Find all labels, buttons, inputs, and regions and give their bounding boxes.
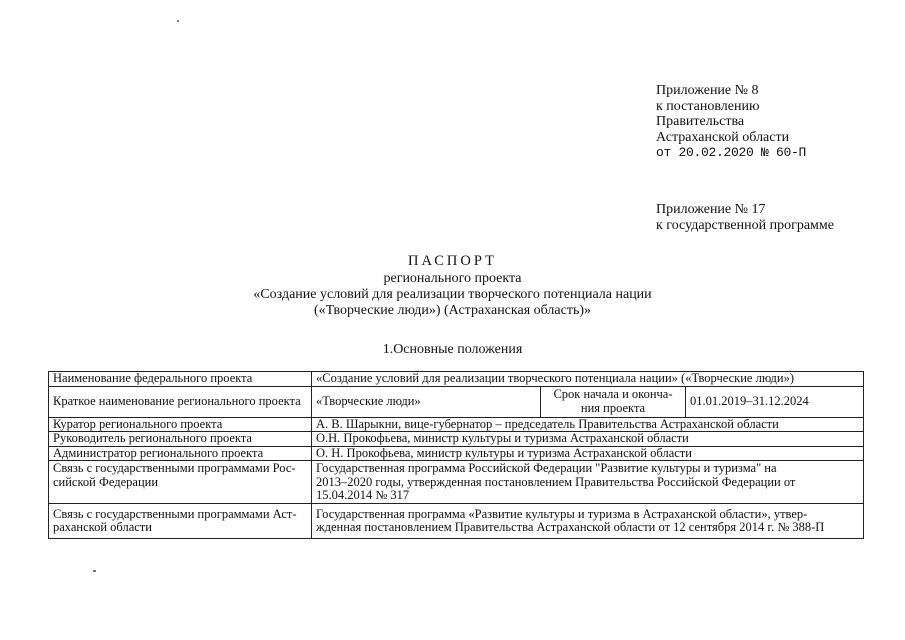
scan-speck bbox=[93, 570, 96, 572]
row-value: «Творческие люди» bbox=[312, 386, 541, 417]
appendix-main-line: к постановлению bbox=[656, 98, 760, 114]
row-value: А. В. Шарыкни, вице-губернатор – председатель Правительства Астраханской области bbox=[312, 417, 864, 432]
decree-date-number: от 20.02.2020 № 60-П bbox=[656, 145, 807, 160]
document-subtitle bbox=[0, 271, 905, 319]
appendix-main-line: Приложение № 8 bbox=[656, 83, 759, 98]
row-label: Руководитель регионального проекта bbox=[49, 432, 312, 447]
row-value-line: Государственная программа Российской Федерации "Развитие культуры и туризма" на bbox=[316, 461, 777, 475]
section-heading: 1.Основные положения bbox=[382, 342, 523, 357]
table-row bbox=[49, 504, 864, 539]
row-value: О. Н. Прокофьева, министр культуры и туризма Астраханской области bbox=[312, 446, 864, 461]
subtitle-line: «Создание условий для реализации творческого потенциала нации bbox=[253, 287, 652, 302]
row-value bbox=[312, 504, 864, 539]
table-row bbox=[49, 461, 864, 504]
scan-speck bbox=[177, 20, 179, 22]
appendix-main-line: Правительства bbox=[656, 114, 745, 129]
row-label: Куратор регионального проекта bbox=[49, 417, 312, 432]
appendix-program-line: Приложение № 17 bbox=[656, 202, 766, 217]
project-period-label-line: Срок начала и оконча- bbox=[553, 387, 673, 401]
project-period-label bbox=[541, 386, 686, 417]
table-row bbox=[49, 417, 864, 432]
row-value-line: Государственная программа «Развитие культуры и туризма в Астраханской области», утвер- bbox=[316, 506, 808, 521]
subtitle-line: («Творческие люди») (Астраханская область)» bbox=[314, 303, 591, 318]
row-value-line: 2013–2020 годы, утвержденная постановлением Правительства Российской Федерации от bbox=[316, 474, 796, 489]
row-value-line: 15.04.2014 № 317 bbox=[316, 488, 410, 502]
appendix-main-block bbox=[656, 83, 806, 161]
document-heading: ПАСПОРТ bbox=[408, 253, 497, 269]
appendix-main-line: Астраханской области bbox=[656, 129, 790, 145]
row-value-line: жденная постановлением Правительства Астраханской области от 12 сентября 2014 г. № 388-П bbox=[316, 520, 825, 534]
table-row bbox=[49, 432, 864, 447]
table-row bbox=[49, 372, 864, 387]
row-value: О.Н. Прокофьева, министр культуры и туризма Астраханской области bbox=[312, 432, 864, 447]
row-label: Администратор регионального проекта bbox=[49, 446, 312, 461]
project-period-label-line: ния проекта bbox=[580, 400, 646, 415]
table-row bbox=[49, 386, 864, 417]
project-period-value: 01.01.2019–31.12.2024 bbox=[686, 386, 864, 417]
appendix-program-block bbox=[656, 202, 834, 233]
row-label-line: раханской области bbox=[53, 520, 152, 534]
row-label: Краткое наименование регионального проекта bbox=[49, 386, 312, 417]
row-label-line: Связь с государственными программами Рос- bbox=[53, 461, 296, 475]
row-label-line: Связь с государственными программами Аст- bbox=[53, 506, 297, 521]
row-label bbox=[49, 461, 312, 504]
passport-table bbox=[48, 371, 864, 539]
appendix-program-line: к государственной программе bbox=[656, 217, 834, 233]
row-label-line: сийской Федерации bbox=[53, 474, 159, 489]
row-value bbox=[312, 461, 864, 504]
table-row bbox=[49, 446, 864, 461]
row-label: Наименование федерального проекта bbox=[49, 372, 312, 387]
row-value: «Создание условий для реализации творческого потенциала нации» («Творческие люди») bbox=[312, 372, 864, 387]
row-label bbox=[49, 504, 312, 539]
subtitle-line: регионального проекта bbox=[383, 271, 522, 286]
